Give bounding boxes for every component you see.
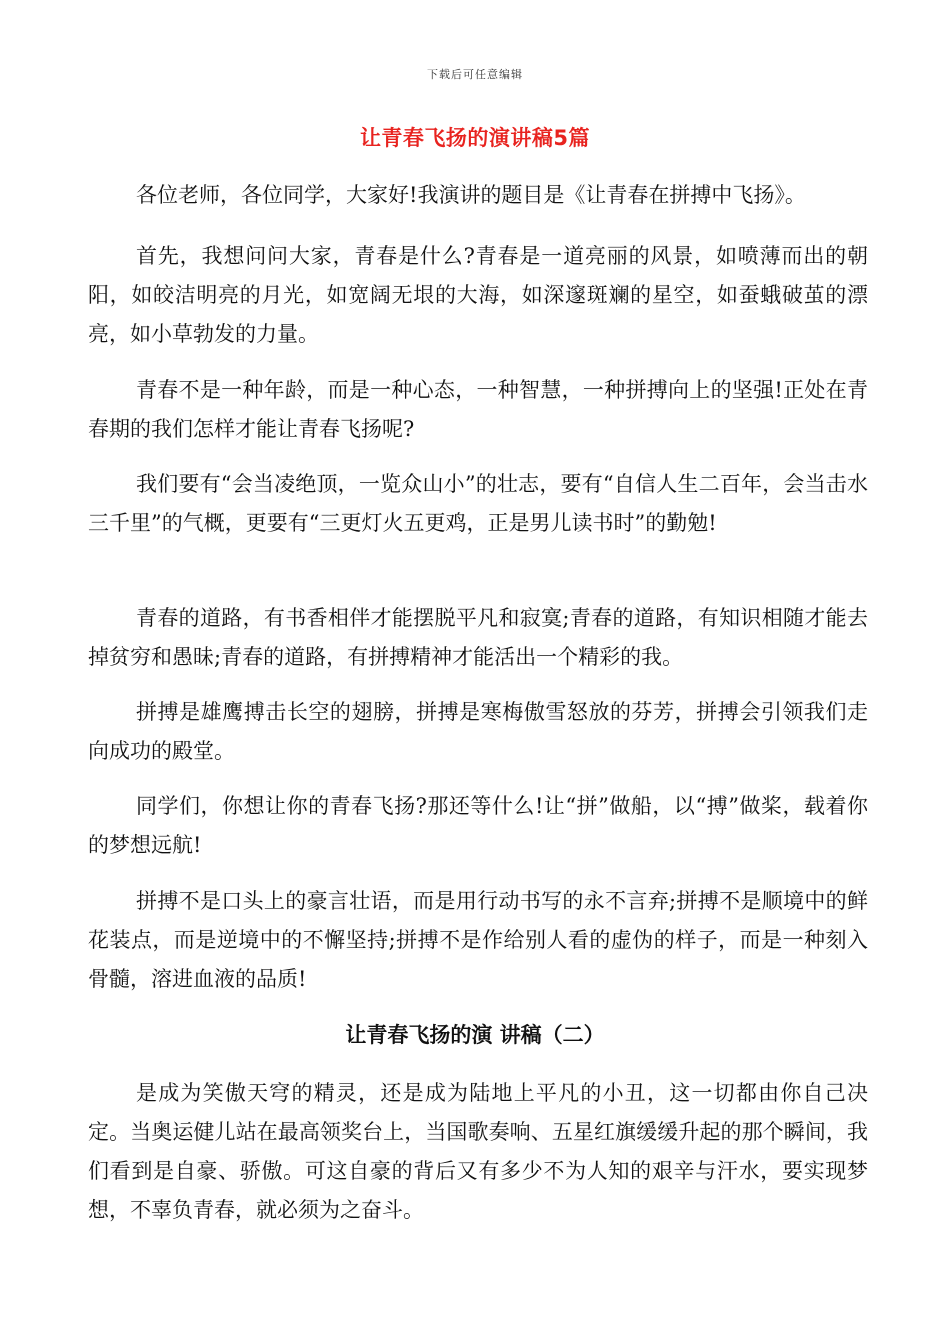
- paragraph-6: [88, 693, 868, 771]
- paragraph-5: [88, 599, 868, 677]
- paragraph-2: [88, 237, 868, 354]
- paragraph-3: [88, 371, 868, 449]
- paragraph-text: 青春不是一种年龄，而是一种心态，一种智慧，一种拼搏向上的坚强!正处在青春期的我们怎样才能让青春飞扬呢?: [88, 378, 868, 441]
- paragraph-text: 同学们，你想让你的青春飞扬?那还等什么!让“拼”做船，以“搏”做桨，载着你的梦想远航!: [88, 794, 868, 857]
- paragraph-text: 各位老师，各位同学，大家好!我演讲的题目是《让青春在拼搏中飞扬》。: [136, 183, 806, 207]
- section-2-paragraph-1: [88, 1074, 868, 1230]
- paragraph-7: [88, 787, 868, 865]
- paragraph-text: 我们要有“会当凌绝顶，一览众山小”的壮志，要有“自信人生二百年，会当击水三千里”的气概，更要有“三更灯火五更鸡，正是男儿读书时”的勤勉!: [88, 472, 868, 535]
- paragraph-text: 拼搏是雄鹰搏击长空的翅膀，拼搏是寒梅傲雪怒放的芬芳，拼搏会引领我们走向成功的殿堂。: [88, 700, 868, 763]
- paragraph-1: [88, 176, 868, 215]
- paragraph-text: 首先，我想问问大家，青春是什么?青春是一道亮丽的风景，如喷薄而出的朝阳，如皎洁明亮的月光，如宽阔无垠的大海，如深邃斑斓的星空，如蚕蛾破茧的漂亮，如小草勃发的力量。: [88, 244, 868, 346]
- document-title: 让青春飞扬的演讲稿5篇: [359, 126, 591, 150]
- paragraph-text: 青春的道路，有书香相伴才能摆脱平凡和寂寞;青春的道路，有知识相随才能去掉贫穷和愚昧;青春的道路，有拼搏精神才能活出一个精彩的我。: [88, 606, 868, 669]
- header-note: 下载后可任意编辑: [427, 68, 523, 81]
- paragraph-8: [88, 882, 868, 999]
- paragraph-text: 拼搏不是口头上的豪言壮语，而是用行动书写的永不言弃;拼搏不是顺境中的鲜花装点，而是逆境中的不懈坚持;拼搏不是作给别人看的虚伪的样子，而是一种刻入骨髓，溶进血液的品质!: [88, 889, 868, 991]
- paragraph-text: 是成为笑傲天穹的精灵，还是成为陆地上平凡的小丑，这一切都由你自己决定。当奥运健儿站在最高领奖台上，当国歌奏响、五星红旗缓缓升起的那个瞬间，我们看到是自豪、骄傲。可这自豪的背后又有多少不为人知的艰辛与汗水，要实现梦想，不辜负青春，就必须为之奋斗。: [88, 1081, 868, 1222]
- section-2-title: 让青春飞扬的演 讲稿（二）: [345, 1023, 605, 1047]
- paragraph-4: [88, 465, 868, 543]
